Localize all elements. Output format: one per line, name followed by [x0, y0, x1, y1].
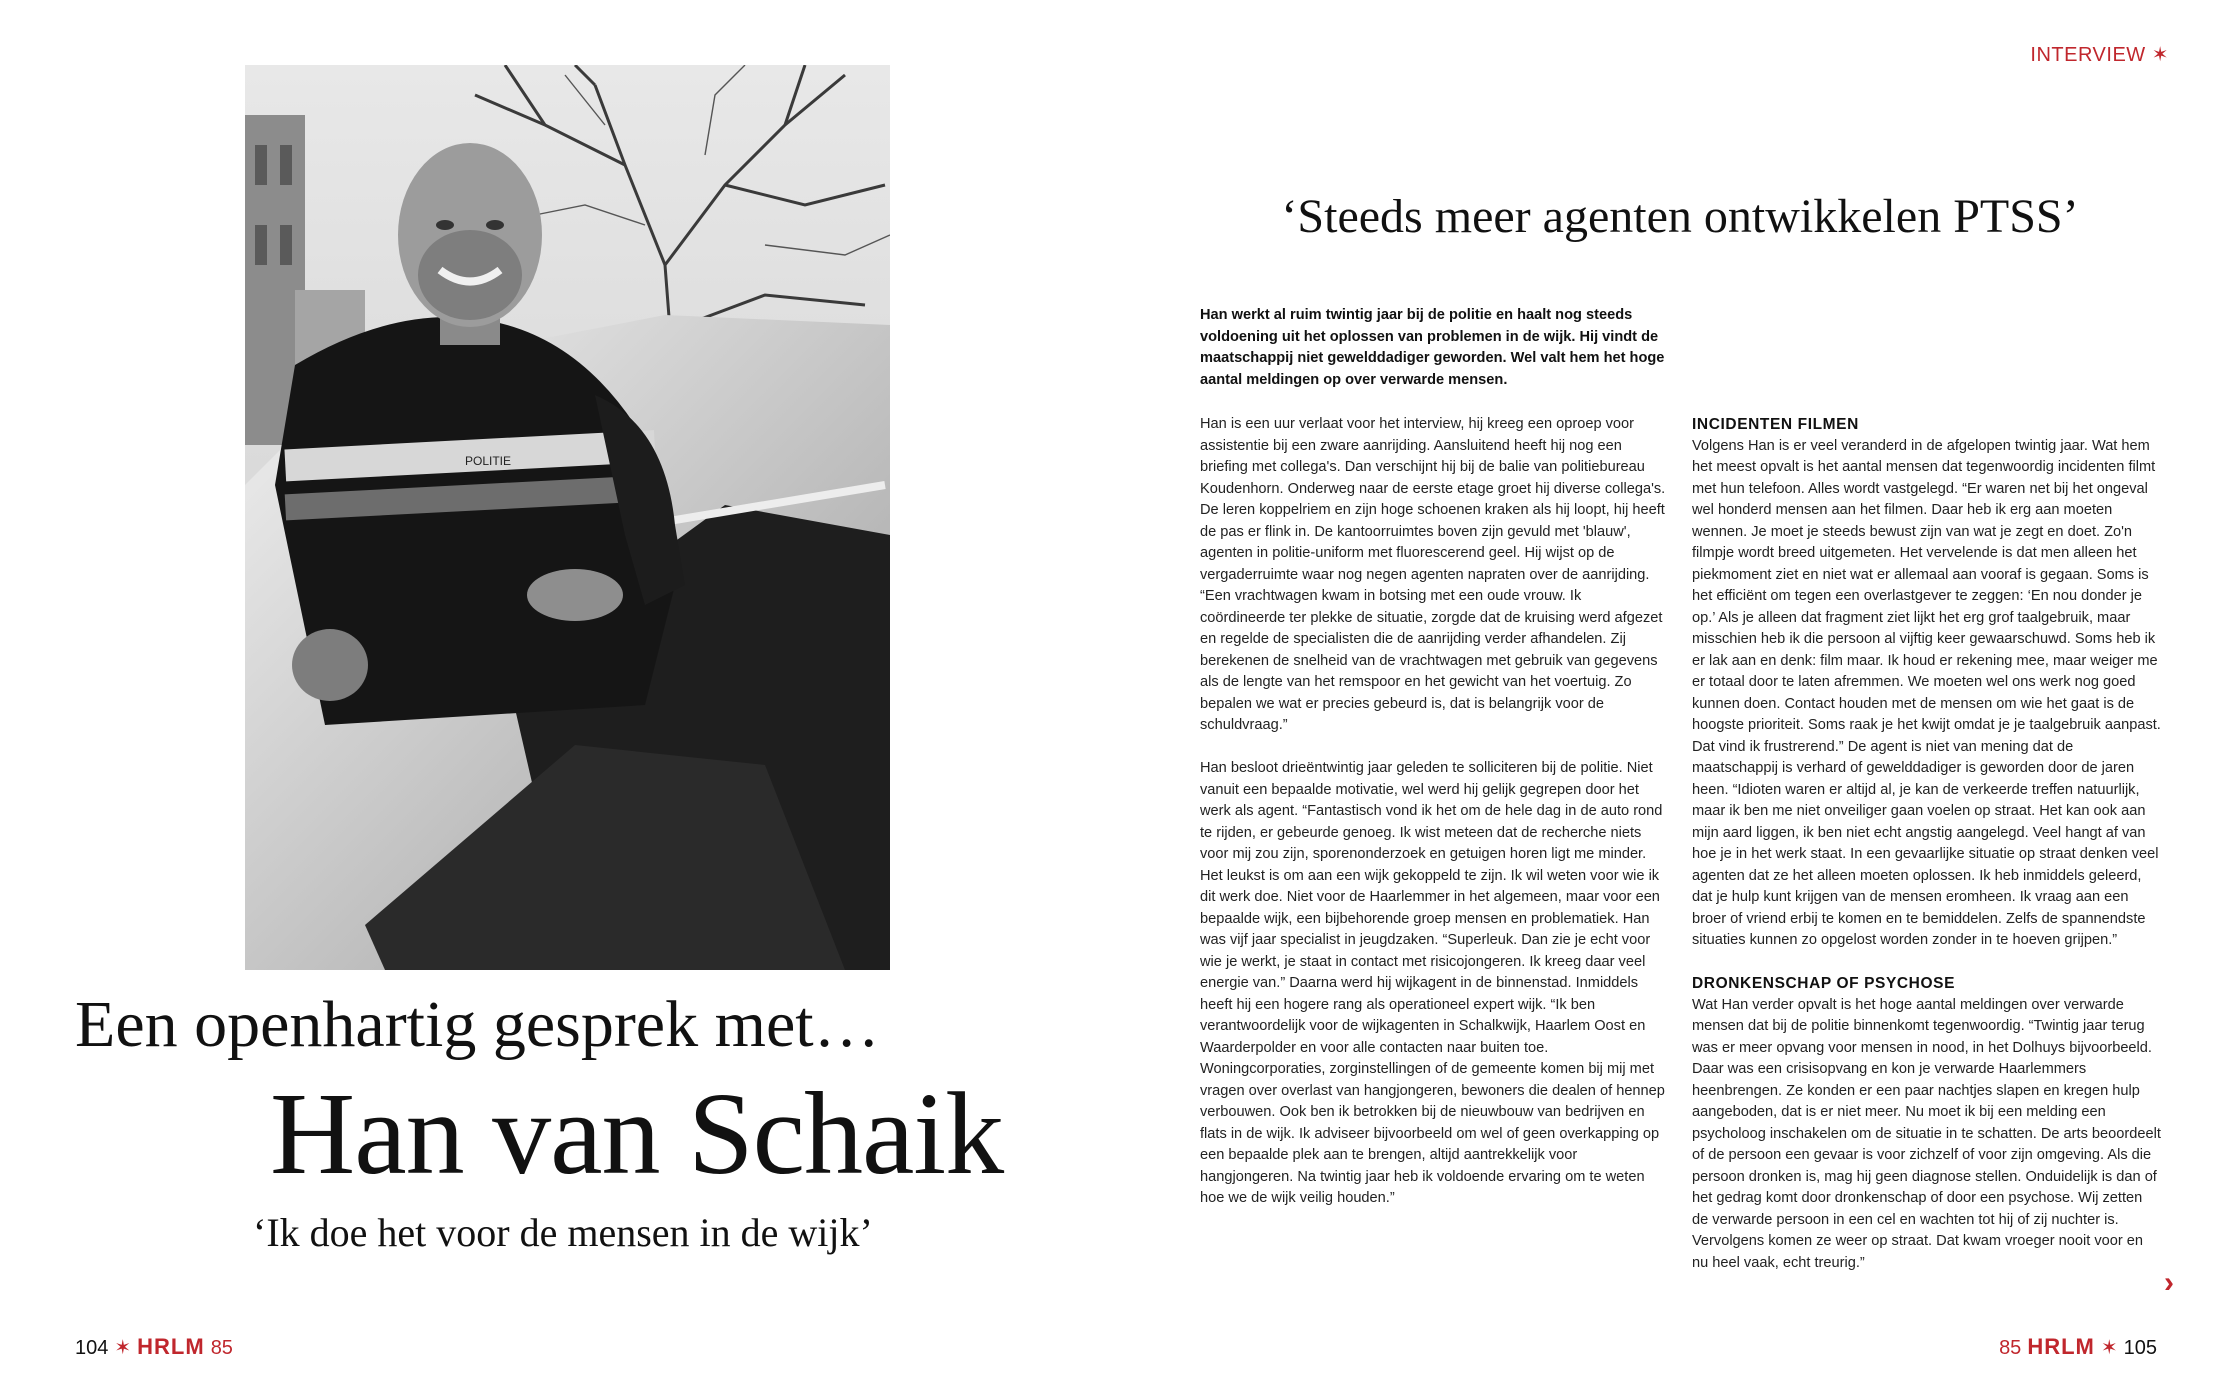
page-number-right: 105 — [2123, 1337, 2157, 1359]
magazine-brand-left: HRLM — [137, 1334, 205, 1359]
headline-quote: ‘Ik doe het voor de mensen in de wijk’ — [253, 1210, 873, 1255]
column-2-paragraph-1: Volgens Han is er veel veranderd in de afgelopen twintig jaar. Wat hem het meest opvalt is het aantal mensen dat tegenwoordig incidenten filmt met hun telefoon. Alles wordt vastgelegd. “Er waren net bij het ongeval wel honderd mensen aan het filmen. Daar heb ik erg aan moeten wennen. Je moet je steeds bewust zijn van wat je zegt en doet. Zo'n filmpje wordt breed uitgemeten. Het vervelende is dat men alleen het piekmoment ziet en niet wat er allemaal aan vooraf is gegaan. Soms is het efficiënt om tegen een overlastgever te zeggen: ‘En nou donder je op.’ Als je alleen dat fragment ziet lijkt het erg grof taalgebruik, maar misschien heb ik die persoon al vijftig keer gewaarschuwd. Soms heb ik er lak aan en denk: film maar. Ik houd er rekening mee, maar weiger me er totaal door te laten afremmen. We moeten wel ons werk nog goed kunnen doen. Contact houden met de mensen om wie het gaat is de hoogste prioriteit. Soms raak je het kwijt omdat je je taalgebruik aanpast. Dat vind ik frustrerend.” De agent is niet van mening dat de maatschappij is verhard of gewelddadiger is geworden door de jaren heen. “Idioten waren er altijd al, je kan de verkeerde treffen natuurlijk, maar ik ben me niet onveiliger gaan voelen op straat. Het kan ook aan mijn aard liggen, ik ben niet echt angstig aangelegd. Veel hangt af van hoe je in het werk staat. In een gevaarlijke situatie op straat denken veel agenten dat ze het alleen moeten oplossen. Ik heb inmiddels geleerd, dat je hulp kunt krijgen van de mensen eromheen. Ik vraag aan een broer of vriend erbij te komen en te bemiddelen. Zelfs de spannendste situaties kunnen zo opgelost worden zonder in te hoeven grijpen.” — [1692, 437, 2161, 948]
headline-name: Han van Schaik — [270, 1068, 1004, 1199]
folio-right — [1999, 1335, 2157, 1360]
column-2-paragraph-2: Wat Han verder opvalt is het hoge aantal meldingen over verwarde mensen dat bij de politie binnenkomt tegenwoordig. “Twintig jaar terug was er meer opvang voor mensen in nood, in het Dolhuys bijvoorbeeld. Daar was een crisisopvang en kon je verwarde Haarlemmers heenbrengen. Ze konden er een paar nachtjes slapen en kregen hulp aangeboden, dat is er niet meer. Nu moet ik bij een melding een psycholoog inschakelen om de situatie in te schatten. De arts beoordeelt of de persoon een gevaar is voor zichzelf of voor zijn omgeving. Als die persoon dronken is, mag hij geen diagnose stellen. Onduidelijk is dan of het gedrag komt door dronkenschap of door een psychose. Wij zetten de verwarde persoon in een cel en wachten tot hij of zij nuchter is. Vervolgens komen ze weer op straat. Dat kwam vroeger nooit voor en nu heel vaak, echt treurig.” — [1692, 996, 2161, 1271]
page-number-left: 104 — [75, 1337, 109, 1359]
issue-number-left: 85 — [210, 1337, 233, 1359]
article-column-2 — [1692, 414, 2162, 1274]
magazine-brand-right: HRLM — [2027, 1334, 2095, 1359]
star-icon: ✶ — [114, 1337, 132, 1359]
section-heading-psychose: DRONKENSCHAP OF PSYCHOSE — [1692, 975, 1956, 992]
headline-intro: Een openhartig gesprek met… — [75, 988, 880, 1061]
section-label: INTERVIEW ✶ — [2030, 44, 2169, 66]
column-1-paragraph-2: Han besloot drieëntwintig jaar geleden te solliciteren bij de politie. Niet vanuit een bepaalde motivatie, wel werd hij gelijk gegrepen door het werk als agent. “Fantastisch vond ik het om de hele dag in de auto rond te rijden, er gebeurde genoeg. Ik wist meteen dat de recherche niets voor mij zou zijn, sporenonderzoek en getuigen horen ligt me minder. Het leukst is om aan een wijk gekoppeld te zijn. Ik wil weten voor wie ik dit werk doe. Niet voor de Haarlemmer in het algemeen, maar voor een bepaalde wijk, een bijbehorende groep mensen en problematiek. Han was vijf jaar specialist in jeugdzaken. “Superleuk. Dan zie je echt voor wie je werkt, je staat in contact met risicojongeren. Ik kreeg daar veel energie van.” Daarna werd hij wijkagent in de binnenstad. Inmiddels heeft hij een hogere rang als operationeel expert wijk. “Ik ben verantwoordelijk voor de wijkagenten in Schalkwijk, Haarlem Oost en Waarderpolder en voor alle contacten naar buiten toe. Woningcorporaties, zorginstellingen of de gemeente komen bij mij met vragen over overlast van hangjongeren, bewoners die dealen of hennep verbouwen. Ook ben ik betrokken bij de nieuwbouw van bedrijven en flats in de wijk. Ik adviseer bijvoorbeeld om wel of geen overkapping op een bepaalde plek aan te brengen, altijd aantrekkelijk voor hangjongeren. Na twintig jaar heb ik voldoende ervaring om te weten hoe we de wijk veilig houden.” — [1200, 760, 1665, 1206]
article-title: ‘Steeds meer agenten ontwikkelen PTSS’ — [1281, 190, 2079, 243]
vest-text: POLITIE — [465, 454, 512, 468]
chevron-right-icon[interactable]: › — [2164, 1266, 2174, 1299]
portrait-illustration — [245, 65, 890, 970]
section-heading-filmen: INCIDENTEN FILMEN — [1692, 416, 1859, 433]
article-column-1 — [1200, 414, 1670, 1210]
portrait-photo — [245, 65, 890, 970]
folio-left — [75, 1335, 233, 1360]
star-icon: ✶ — [2100, 1337, 2118, 1359]
issue-number-right: 85 — [1999, 1337, 2022, 1359]
column-1-paragraph-1: Han is een uur verlaat voor het interview, hij kreeg een oproep voor assistentie bij een zware aanrijding. Aansluitend heeft hij nog een briefing met collega's. Dan verschijnt hij bij de balie van politiebureau Koudenhorn. Onderweg naar de eerste etage groet hij diverse collega's. De leren koppelriem en zijn hoge schoenen kraken als hij loopt, hij heeft de pas er flink in. De kantoorruimtes boven zijn gevuld met 'blauw', agenten in politie-uniform met fluorescerend geel. Hij wijst op de vergaderruimte waar nog negen agenten napraten over de aanrijding. “Een vrachtwagen kwam in botsing met een oude vrouw. Ik coördineerde ter plekke de situatie, zorgde dat de kruising werd afgezet en regelde de specialisten die de aanrijding verder afhandelen. Zij berekenen de snelheid van de vrachtwagen met gebruik van gegevens als de lengte van het remspoor en het gewicht van het voertuig. Zo bepalen we wat er precies gebeurd is, dat is belangrijk voor de schuldvraag.” — [1200, 416, 1666, 733]
article-intro: Han werkt al ruim twintig jaar bij de politie en haalt nog steeds voldoening uit het oplossen van problemen in de wijk. Hij vindt de maatschappij niet gewelddadiger geworden. Wel valt hem het hoge aantal meldingen op over verwarde mensen. — [1200, 307, 1665, 388]
